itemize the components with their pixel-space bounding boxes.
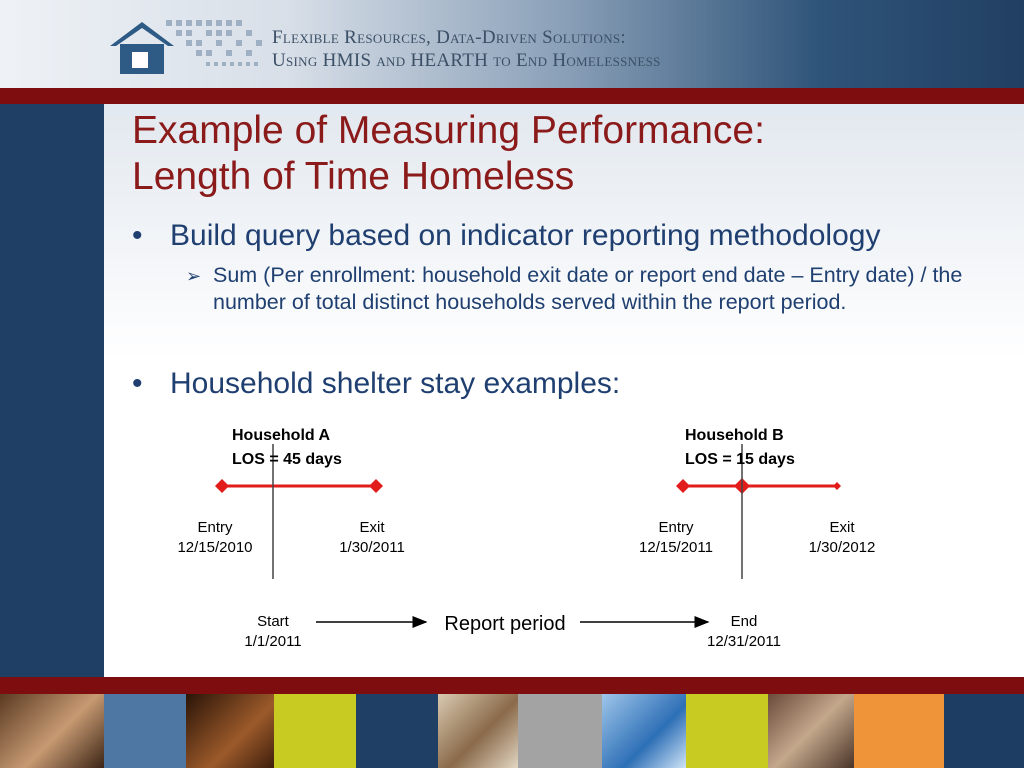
- household-b-exit-marker: [833, 482, 841, 490]
- color-tile-blue: [104, 694, 186, 768]
- photo-hands: [0, 694, 104, 768]
- household-a-exit-marker: [369, 479, 383, 493]
- exit-date: 1/30/2011: [339, 539, 405, 556]
- household-a-entry: [170, 518, 260, 558]
- household-a-name: Household A: [232, 427, 331, 444]
- slide-header: [0, 0, 1024, 88]
- household-b-los: LOS = 15 days: [685, 451, 795, 468]
- photo-group: [768, 694, 854, 768]
- entry-date: 12/15/2010: [177, 539, 253, 556]
- color-tile-yellow-2: [686, 694, 768, 768]
- household-a-exit: [330, 518, 414, 558]
- photo-door: [186, 694, 274, 768]
- household-b-name: Household B: [685, 427, 784, 444]
- header-line-2: Using HMIS and HEARTH to End Homelessness: [272, 50, 661, 71]
- timeline-diagram: [104, 404, 1024, 674]
- end-label: End: [730, 613, 758, 630]
- exit-date: 1/30/2012: [808, 539, 876, 556]
- sub-bullet-formula: [186, 262, 996, 316]
- photo-computer: [602, 694, 686, 768]
- household-a-entry-marker: [215, 479, 229, 493]
- bullet-dot: •: [132, 219, 143, 252]
- color-tile-orange: [854, 694, 944, 768]
- header-title: [272, 26, 661, 72]
- end-date: 12/31/2011: [707, 633, 781, 650]
- left-accent-bar: [0, 104, 104, 677]
- household-a-label: [232, 424, 342, 472]
- color-tile-yellow: [274, 694, 356, 768]
- exit-label: Exit: [829, 519, 855, 536]
- report-end: [698, 612, 790, 652]
- household-b-entry-marker: [676, 479, 690, 493]
- arrow-bullet-icon: ➢: [186, 266, 202, 286]
- entry-label: Entry: [658, 519, 694, 536]
- photo-strip: [0, 694, 1024, 768]
- sub-bullet-text: Sum (Per enrollment: household exit date or report end date – Entry date) / the number of total distinct households served within the report period.: [213, 263, 963, 314]
- exit-label: Exit: [359, 519, 385, 536]
- house-icon: [108, 10, 278, 80]
- header-line-1: Flexible Resources, Data-Driven Solutions:: [272, 27, 627, 48]
- top-divider-band: [0, 88, 1024, 104]
- household-b-exit: [798, 518, 886, 558]
- color-tile-gray: [518, 694, 602, 768]
- household-b-label: [685, 424, 795, 472]
- bullet-text: Build query based on indicator reporting methodology: [170, 219, 881, 252]
- bullet-query-method: [132, 218, 880, 254]
- photo-family: [438, 694, 518, 768]
- household-a-los: LOS = 45 days: [232, 451, 342, 468]
- report-period-label: Report period: [444, 613, 566, 635]
- household-b-entry: [631, 518, 721, 558]
- report-start: [232, 612, 314, 652]
- bullet-dot: •: [132, 367, 143, 400]
- title-line-1: Example of Measuring Performance:: [132, 109, 765, 152]
- color-tile-navy: [356, 694, 438, 768]
- title-line-2: Length of Time Homeless: [132, 155, 575, 198]
- entry-label: Entry: [197, 519, 233, 536]
- entry-date: 12/15/2011: [639, 539, 713, 556]
- bullet-shelter-examples: [132, 366, 620, 402]
- bullet-text: Household shelter stay examples:: [170, 367, 621, 400]
- start-date: 1/1/2011: [244, 633, 302, 650]
- bottom-divider-band: [0, 677, 1024, 694]
- slide-title: [132, 108, 992, 200]
- start-label: Start: [257, 613, 289, 630]
